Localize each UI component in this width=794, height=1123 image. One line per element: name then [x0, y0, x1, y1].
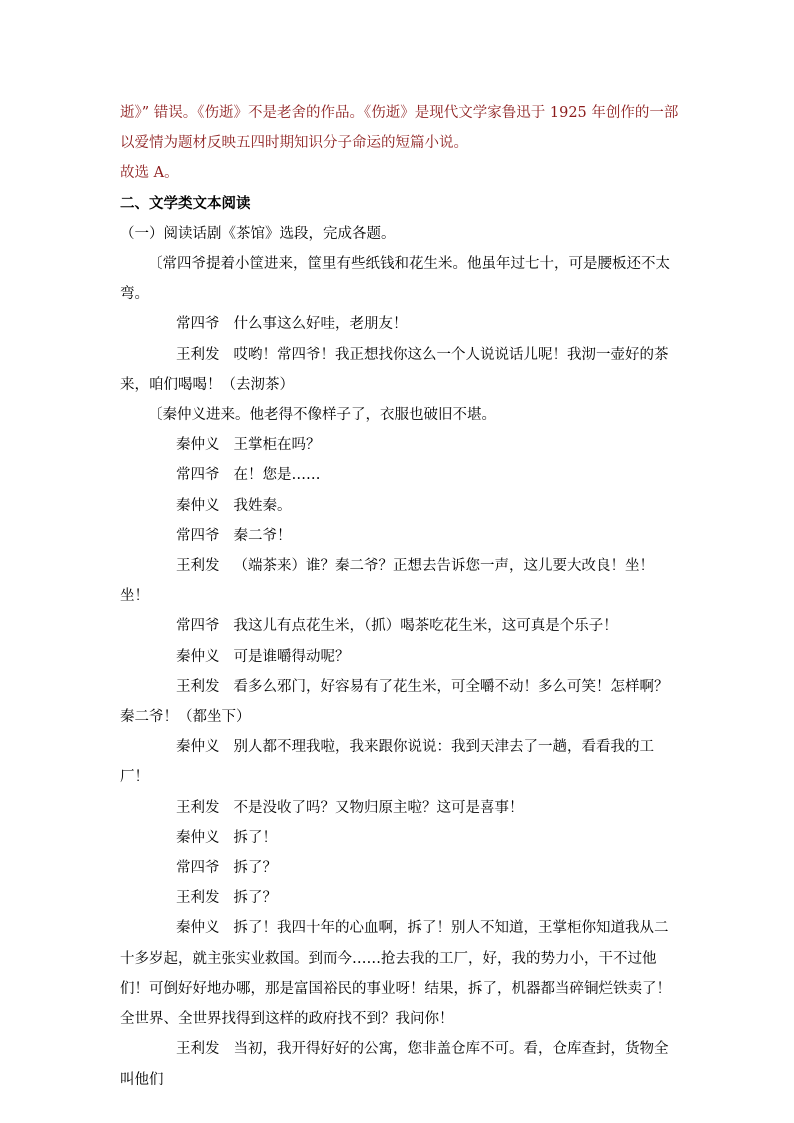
speaker: 常四爷 [176, 467, 220, 484]
stage-direction: 〔秦仲义进来。他老得不像样子了，衣服也破旧不堪。 [148, 407, 496, 424]
speaker: 秦仲义 [176, 497, 220, 514]
line-text: 看多么邪门，好容易有了花生米，可全嚼不动！多么可笑！怎样啊？秦二爷！（都坐下） [120, 678, 669, 726]
speaker: 秦仲义 [176, 920, 220, 937]
line-text: 拆了！我四十年的心血啊，拆了！别人不知道，王掌柜你知道我从二十多岁起，就主张实业救国。到而今……抢去我的工厂，好，我的势力小，干不过他们！可倒好好地办哪，那是富国裕民的事业呀！结果，拆了，机器都当碎铜烂铁卖了！全世界、全世界找得到这样的政府找不到？我问你！ [120, 920, 671, 1028]
line-text: 别人都不理我啦，我来跟你说说：我到天津去了一趟，看看我的工厂！ [120, 739, 654, 786]
line-text: 拆了？ [233, 860, 277, 877]
line-text: 在！您是…… [233, 467, 321, 484]
line-text: （端茶来）谁？秦二爷？正想去告诉您一声，这儿要大改良！坐！坐！ [120, 558, 654, 605]
speaker: 秦仲义 [176, 648, 220, 665]
dialogue-line [120, 672, 680, 732]
speaker: 王利发 [176, 678, 220, 695]
speaker: 常四爷 [176, 860, 220, 877]
speaker: 秦仲义 [176, 739, 220, 756]
answer-choice: 故选 A。 [120, 165, 179, 182]
document-body [120, 98, 680, 1095]
dialogue-line [120, 340, 680, 400]
line-text: 王掌柜在吗？ [233, 437, 321, 454]
speaker: 王利发 [176, 346, 220, 363]
dialogue-line [120, 642, 680, 672]
speaker: 王利发 [176, 1041, 220, 1058]
dialogue-line [120, 793, 680, 823]
stage-direction: 〔常四爷提着小筐进来，筐里有些纸钱和花生米。他虽年过七十，可是腰板还不太弯。 [120, 256, 670, 303]
line-text: 可是谁嚼得动呢？ [233, 648, 350, 665]
line-text: 什么事这么好哇，老朋友！ [233, 316, 408, 333]
line-text: 拆了！ [233, 829, 277, 846]
speaker: 秦仲义 [176, 437, 220, 454]
dialogue-line [120, 883, 680, 913]
speaker: 王利发 [176, 890, 220, 907]
line-text: 我这儿有点花生米，（抓）喝茶吃花生米，这可真是个乐子！ [233, 618, 618, 635]
dialogue-line [120, 521, 680, 551]
speaker: 王利发 [176, 799, 220, 816]
section-title: 二、文学类文本阅读 [120, 194, 251, 212]
dialogue-line [120, 1034, 680, 1094]
line-text: 拆了？ [233, 890, 277, 907]
dialogue-line [120, 460, 680, 490]
answer-explanation: 逝》” 错误。《伤逝》不是老舍的作品。《伤逝》是现代文学家鲁迅于 1925 年创作的一部以爱情为题材反映五四时期知识分子命运的短篇小说。 [120, 105, 679, 152]
speaker: 秦仲义 [176, 829, 220, 846]
line-text: 秦二爷！ [233, 527, 292, 544]
dialogue-line [120, 551, 680, 611]
dialogue-line [120, 823, 680, 853]
speaker: 常四爷 [176, 618, 220, 635]
line-text: 当初，我开得好好的公寓，您非盖仓库不可。看，仓库查封，货物全叫他们 [120, 1041, 669, 1088]
subsection-title: （一）阅读话剧《茶馆》选段，完成各题。 [120, 225, 396, 242]
dialogue-line [120, 430, 680, 460]
dialogue-line [120, 853, 680, 883]
dialogue-line [120, 913, 680, 1034]
line-text: 不是没收了吗？又物归原主啦？这可是喜事！ [233, 799, 524, 816]
line-text: 我姓秦。 [233, 497, 292, 514]
dialogue-line [120, 309, 680, 339]
dialogue-line [120, 611, 680, 641]
speaker: 常四爷 [176, 527, 220, 544]
dialogue-line [120, 491, 680, 521]
speaker: 王利发 [176, 558, 220, 575]
line-text: 哎哟！常四爷！我正想找你这么一个人说说话儿呢！我沏一壶好的茶来，咱们喝喝！（去沏茶） [120, 346, 669, 393]
speaker: 常四爷 [176, 316, 220, 333]
dialogue-line [120, 732, 680, 792]
